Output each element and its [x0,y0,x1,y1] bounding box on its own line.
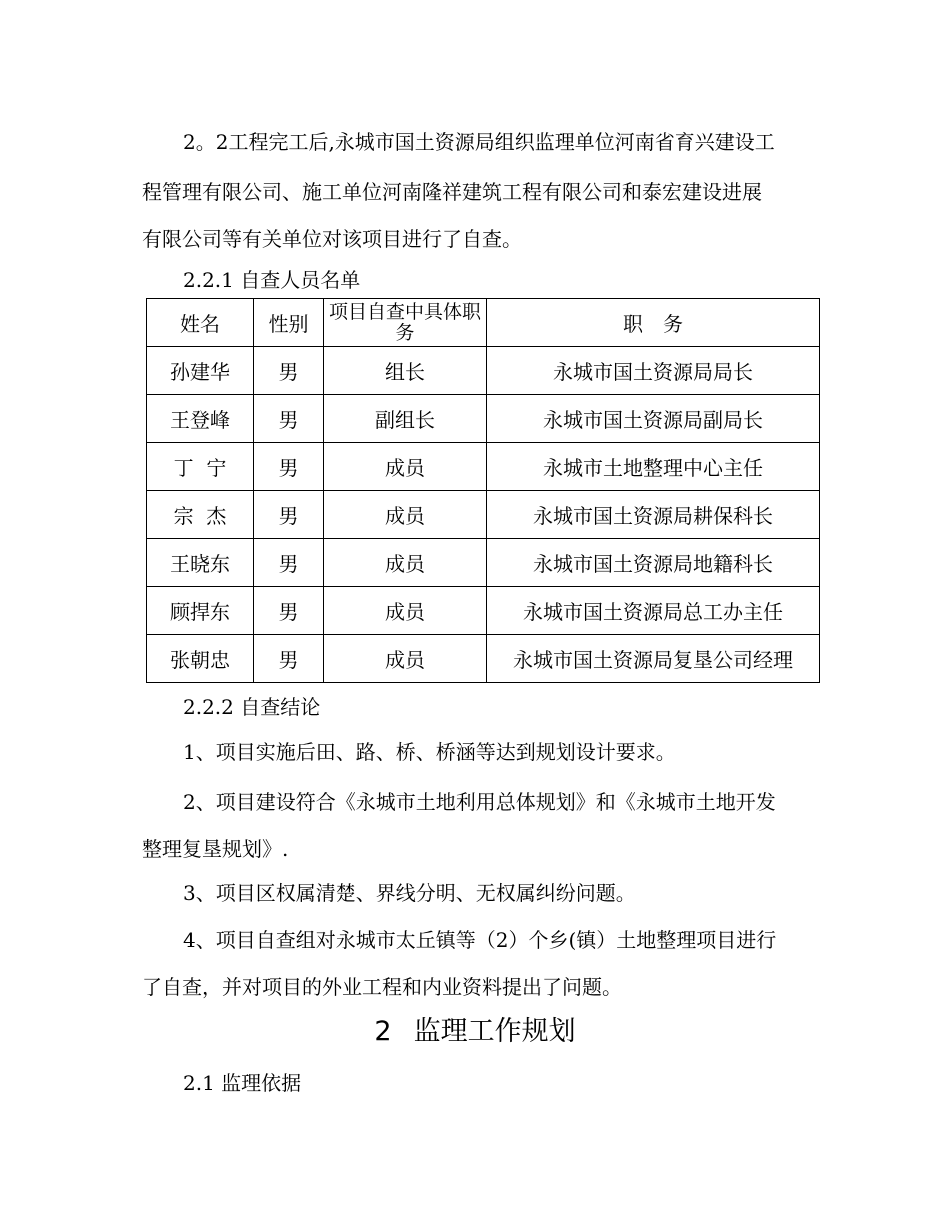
section-heading-2-1: 2.1 监理依据 [183,1071,302,1095]
cell-role: 组长 [324,347,487,395]
cell-gender: 男 [254,635,324,683]
conclusion-1: 1、项目实施后田、路、桥、桥涵等达到规划设计要求。 [183,740,676,764]
cell-name: 顾捍东 [147,587,254,635]
table-header-row [147,299,820,347]
cell-gender: 男 [254,491,324,539]
section-heading-2-2-1: 2.2.1 自查人员名单 [183,268,361,292]
table-row [147,587,820,635]
cell-gender: 男 [254,395,324,443]
cell-role: 成员 [324,587,487,635]
cell-role: 成员 [324,539,487,587]
header-gender: 性别 [254,299,324,347]
cell-role: 成员 [324,443,487,491]
table-row [147,395,820,443]
intro-line-2: 程管理有限公司、施工单位河南隆祥建筑工程有限公司和泰宏建设进展 [142,180,762,204]
chapter-number: 2 [374,1016,392,1047]
cell-duty: 永城市国土资源局耕保科长 [487,491,820,539]
conclusion-4-line-2: 了自查，并对项目的外业工程和内业资料提出了问题。 [142,975,622,999]
cell-gender: 男 [254,443,324,491]
chapter-title-text: 监理工作规划 [413,1016,576,1047]
table-row [147,443,820,491]
table-row [147,347,820,395]
conclusion-3: 3、项目区权属清楚、界线分明、无权属纠纷问题。 [183,881,636,905]
header-duty: 职 务 [487,299,820,347]
cell-role: 成员 [324,491,487,539]
cell-duty: 永城市国土资源局总工办主任 [487,587,820,635]
cell-role: 成员 [324,635,487,683]
cell-name: 丁 宁 [147,443,254,491]
cell-name: 宗 杰 [147,491,254,539]
intro-line-1: 2。2工程完工后,永城市国土资源局组织监理单位河南省育兴建设工 [183,130,775,154]
cell-duty: 永城市国土资源局副局长 [487,395,820,443]
header-name: 姓名 [147,299,254,347]
cell-gender: 男 [254,587,324,635]
cell-name: 王登峰 [147,395,254,443]
chapter-title [0,1010,950,1054]
conclusion-2-line-2: 整理复垦规划》. [142,837,289,861]
cell-name: 张朝忠 [147,635,254,683]
cell-role: 副组长 [324,395,487,443]
cell-name: 王晓东 [147,539,254,587]
section-heading-2-2-2: 2.2.2 自查结论 [183,695,321,719]
cell-duty: 永城市国土资源局局长 [487,347,820,395]
header-role: 项目自查中具体职务 [324,299,487,347]
cell-duty: 永城市国土资源局地籍科长 [487,539,820,587]
cell-duty: 永城市土地整理中心主任 [487,443,820,491]
cell-name: 孙建华 [147,347,254,395]
conclusion-4-line-1: 4、项目自查组对永城市太丘镇等（2）个乡(镇）土地整理项目进行 [183,928,777,952]
intro-line-3: 有限公司等有关单位对该项目进行了自查。 [142,227,522,251]
cell-gender: 男 [254,539,324,587]
staff-table [146,298,820,683]
table-row [147,635,820,683]
table-row [147,539,820,587]
cell-gender: 男 [254,347,324,395]
conclusion-2-line-1: 2、项目建设符合《永城市土地利用总体规划》和《永城市土地开发 [183,790,776,814]
cell-duty: 永城市国土资源局复垦公司经理 [487,635,820,683]
table-row [147,491,820,539]
